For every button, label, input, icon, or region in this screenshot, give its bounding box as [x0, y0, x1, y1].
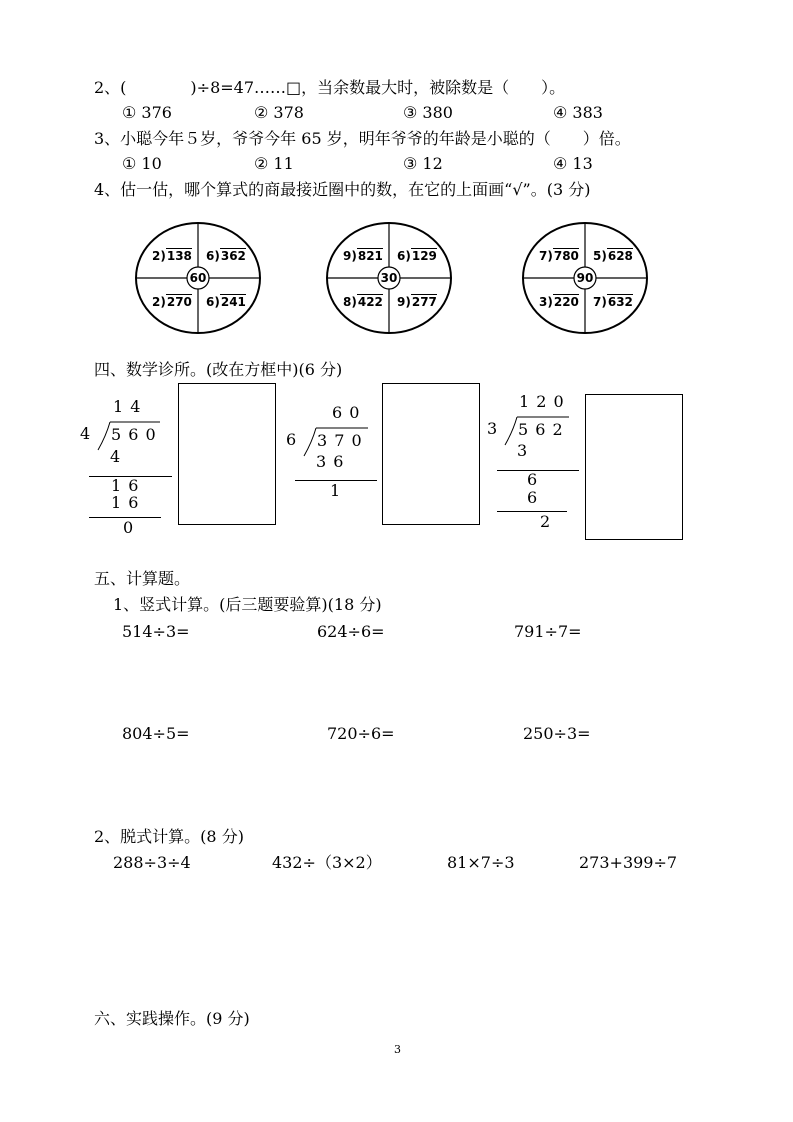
circle-2-division-2[interactable]: 6)129 — [397, 249, 437, 263]
div3-line-2 — [497, 511, 567, 512]
circle-3-center-number: 90 — [576, 271, 594, 285]
q3-option-2: ② 11 — [254, 154, 294, 173]
div2-step-1: 3 6 — [316, 452, 345, 471]
div1-quotient: 1 4 — [113, 397, 142, 416]
div1-step-2: 1 6 — [111, 476, 140, 495]
div1-divisor: 4 — [80, 424, 92, 443]
circle-3-division-2[interactable]: 5)628 — [593, 249, 633, 263]
vertical-calc-2: 624÷6= — [317, 622, 385, 641]
div3-step-2: 6 — [527, 470, 539, 489]
circle-1-division-1[interactable]: 2)138 — [152, 249, 192, 263]
step-calc-2: 432÷（3×2） — [272, 853, 382, 872]
q3-option-1: ① 10 — [122, 154, 162, 173]
circle-3-division-4[interactable]: 7)632 — [593, 295, 633, 309]
section-4-title: 四、数学诊所。(改在方框中)(6 分) — [94, 360, 343, 379]
page-number: 3 — [394, 1043, 401, 1056]
vertical-calc-4: 804÷5= — [122, 724, 190, 743]
step-calc-4: 273+399÷7 — [579, 853, 678, 872]
circle-1-center-number: 60 — [189, 271, 207, 285]
question-2-text: 2、( )÷8=47……□，当余数最大时，被除数是（ ）。 — [94, 78, 566, 97]
q2-option-3: ③ 380 — [403, 103, 453, 122]
div1-step-1: 4 — [110, 447, 122, 466]
q2-option-1: ① 376 — [122, 103, 172, 122]
vertical-calc-1: 514÷3= — [122, 622, 190, 641]
circle-2-division-1[interactable]: 9)821 — [343, 249, 383, 263]
correction-box-1[interactable] — [178, 383, 276, 525]
question-3-text: 3、小聪今年５岁，爷爷今年 65 岁，明年爷爷的年龄是小聪的（ ）倍。 — [94, 129, 631, 148]
div3-quotient: 1 2 0 — [519, 392, 565, 411]
estimate-circle-1 — [134, 221, 262, 335]
div2-step-2: 1 — [330, 481, 342, 500]
vertical-calc-3: 791÷7= — [514, 622, 582, 641]
step-calc-1: 288÷3÷4 — [113, 853, 191, 872]
div3-step-1: 3 — [517, 441, 529, 460]
section-5-title: 五、计算题。 — [94, 569, 191, 588]
step-calc-3: 81×7÷3 — [447, 853, 515, 872]
div2-dividend: 3 7 0 — [317, 431, 363, 450]
circle-2-division-3[interactable]: 8)422 — [343, 295, 383, 309]
circle-2-division-4[interactable]: 9)277 — [397, 295, 437, 309]
section-5-sub-1: 1、竖式计算。(后三题要验算)(18 分) — [113, 595, 382, 614]
circle-2-center-number: 30 — [380, 271, 398, 285]
div2-quotient: 6 0 — [332, 403, 361, 422]
vertical-calc-6: 250÷3= — [523, 724, 591, 743]
q2-option-2: ② 378 — [254, 103, 304, 122]
estimate-circle-3 — [521, 221, 649, 335]
correction-box-2[interactable] — [382, 383, 480, 525]
q2-option-4: ④ 383 — [553, 103, 603, 122]
div1-dividend: 5 6 0 — [111, 425, 157, 444]
div1-step-4: 0 — [123, 518, 135, 537]
vertical-calc-5: 720÷6= — [327, 724, 395, 743]
circle-3-division-3[interactable]: 3)220 — [539, 295, 579, 309]
question-4-text: 4、估一估，哪个算式的商最接近圈中的数，在它的上面画“√”。(3 分) — [94, 180, 591, 199]
div1-step-3: 1 6 — [111, 493, 140, 512]
estimate-circle-2 — [325, 221, 453, 335]
div3-divisor: 3 — [487, 419, 499, 438]
div3-dividend: 5 6 2 — [518, 420, 564, 439]
div2-divisor: 6 — [286, 430, 298, 449]
div3-step-3: 6 — [527, 488, 539, 507]
circle-1-division-4[interactable]: 6)241 — [206, 295, 246, 309]
correction-box-3[interactable] — [585, 394, 683, 540]
q3-option-3: ③ 12 — [403, 154, 443, 173]
section-6-title: 六、实践操作。(9 分) — [94, 1009, 250, 1028]
section-5-sub-2: 2、脱式计算。(8 分) — [94, 827, 244, 846]
circle-1-division-2[interactable]: 6)362 — [206, 249, 246, 263]
q3-option-4: ④ 13 — [553, 154, 593, 173]
circle-3-division-1[interactable]: 7)780 — [539, 249, 579, 263]
div3-step-4: 2 — [540, 512, 552, 531]
circle-1-division-3[interactable]: 2)270 — [152, 295, 192, 309]
